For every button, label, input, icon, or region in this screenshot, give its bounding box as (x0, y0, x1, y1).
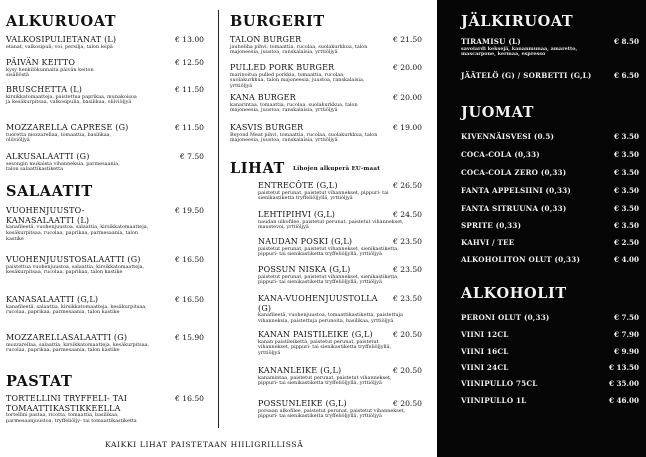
menu-item (461, 238, 639, 248)
item-name: VUOHENJUUSTOSALAATTI (G) (6, 255, 141, 264)
item-name: KANASALAATTI (G,L) (6, 295, 99, 304)
menu-item (258, 399, 422, 420)
item-price: € 26.50 (393, 181, 422, 190)
item-name: POSSUN NISKA (G,L) (258, 265, 351, 274)
item-price: € 7.50 (179, 152, 204, 161)
item-name: TALON BURGER (230, 35, 302, 44)
menu-item (6, 35, 204, 50)
item-price: € 12.50 (175, 58, 204, 67)
item-price: € 3.50 (613, 186, 639, 195)
item-price: € 13.00 (175, 35, 204, 44)
item-name: JÄÄTELÖ (G) / SORBETTI (G,L) (461, 71, 592, 80)
item-name: ENTRECÔTE (G,L) (258, 181, 338, 190)
menu-item (461, 204, 639, 214)
menu-item (461, 313, 639, 323)
menu-item (461, 186, 639, 196)
item-price: € 15.90 (175, 333, 204, 342)
right-column (437, 0, 646, 457)
menu-item (461, 71, 639, 81)
item-description: paistetut perunat, paistetut vihannekset, sienikastiketta, pippuri- tai sienikastiketta tryffeliöljyllä, yrttiöljyä (258, 245, 399, 258)
item-price: € 13.50 (608, 363, 639, 372)
item-price: € 23.50 (393, 265, 422, 274)
item-name: KANAN PAISTILEIKE (G,L) (258, 330, 373, 339)
menu-item (6, 206, 204, 243)
lihat-title-text: LIHAT (230, 160, 285, 177)
menu-item (461, 132, 639, 142)
item-price: € 6.50 (613, 71, 639, 80)
item-description: paistetut perunat, paistetut vihannekset, pippuri- tai sienikastiketta tryffeliöljyllä, yrttiöljyä (258, 189, 389, 202)
menu-item (258, 330, 422, 357)
menu-item (461, 363, 639, 373)
menu-item (461, 221, 639, 231)
item-name: PULLED PORK BURGER (230, 63, 335, 72)
item-name: KANA-VUOHENJUUSTOLLA (G) (258, 294, 378, 313)
menu-item (6, 255, 204, 276)
menu-item (6, 295, 204, 316)
menu-item (6, 394, 204, 425)
menu-item (6, 333, 204, 354)
item-name: TORTELLINI TRYFFELI- TAI TOMAATTIKASTIKKEELLA (6, 394, 128, 413)
item-name: ALKOHOLITON OLUT (0,33) (461, 255, 581, 264)
item-price: € 20.50 (393, 399, 422, 408)
item-name: PÄIVÄN KEITTO (6, 58, 76, 67)
section-title-salaatit: SALAATIT (6, 183, 93, 200)
item-description: paistetut perunat, paistetut vihannekset, sienikastiketta, pippuri- tai sienikastiketta tryffeliöljyllä, yrttiöljyä (258, 273, 399, 286)
item-name: MOZZARELLASALAATTI (G) (6, 333, 128, 342)
item-description: kanafileetä, vuohenjuustoa, tomaattikastiketta, paistettuja vihanneksia, paistettuja perunoita, basilikaa, yrttiöljyä (258, 312, 403, 324)
item-price: € 3.50 (613, 221, 639, 230)
menu-item (461, 347, 639, 357)
item-name: BRUSCHETTA (L) (6, 85, 83, 94)
menu-item (6, 85, 204, 106)
item-price: € 20.00 (393, 93, 422, 102)
menu-item (258, 237, 422, 258)
item-description: marinoitua pulled porkkia, tomaattia, rucolaa, suolakurkkua, talon majoneesia, juustoa, ranskalaisia, yrttiöljyä (230, 71, 365, 90)
item-description: kysy henkilökunnalta päivän keiton sisällöstä (6, 66, 94, 79)
item-description: kanan paistileikettä, paistetut perunat, paistetut vihannekset, pippuri- tai sienikastiketta tryffeliöljyllä, yrttiöljyä (258, 338, 392, 357)
item-price: € 20.50 (393, 366, 422, 375)
item-price: € 16.50 (175, 255, 204, 264)
item-name: PERONI OLUT (0,33) (461, 313, 550, 322)
item-price: € 9.90 (613, 347, 639, 356)
item-name: VIINIPULLO 1L (461, 396, 527, 405)
menu-item (230, 123, 422, 144)
item-name: VUOHENJUUSTO-KANASALAATTI (L) (6, 206, 90, 225)
menu-item (230, 93, 422, 114)
item-price: € 4.00 (613, 255, 639, 264)
menu-item (258, 210, 422, 231)
item-name: KANANLEIKE (G,L) (258, 366, 342, 375)
section-title-alkuruoat: ALKURUOAT (6, 13, 117, 30)
item-description: naudan ulkofilee, paistetut perunat, paistetut vihannekset, maustevoi, yrttiöljyä (258, 218, 404, 231)
menu-item (461, 37, 639, 58)
menu-item (6, 123, 204, 144)
menu-item (461, 330, 639, 340)
menu-item (230, 63, 422, 90)
item-name: VIINI 16CL (461, 347, 509, 356)
menu-item (258, 366, 422, 387)
item-price: € 20.00 (393, 63, 422, 72)
item-price: € 23.50 (393, 294, 422, 303)
menu-item (461, 255, 639, 265)
menu-item (258, 265, 422, 286)
item-price: € 3.50 (613, 168, 639, 177)
item-name: SPRITE (0,33) (461, 221, 522, 230)
menu-item (6, 152, 204, 173)
menu-item (461, 396, 639, 406)
item-price: € 16.50 (175, 295, 204, 304)
item-name: KIVENNÄISVESI (0.5) (461, 132, 555, 141)
item-name: LEHTIPIHVI (G,L) (258, 210, 336, 219)
section-title-juomat: JUOMAT (461, 104, 535, 121)
item-name: MOZZARELLA CAPRESE (G) (6, 123, 129, 132)
item-price: € 11.50 (175, 85, 204, 94)
item-name: VIINIPULLO 75CL (461, 379, 538, 388)
item-description: savoiardi keksejä, kananmunaa, amaretto, mascarpone, kermaa, espresso (461, 45, 578, 58)
item-name: KAHVI / TEE (461, 238, 515, 247)
column-divider (218, 10, 219, 428)
section-title-jalkiruoat: JÄLKIRUOAT (461, 13, 574, 30)
section-title-burgerit: BURGERIT (230, 13, 325, 30)
item-price: € 7.50 (613, 313, 639, 322)
footer-note: KAIKKI LIHAT PAISTETAAN HIILIGRILLISSÄ (105, 440, 304, 449)
menu-item (461, 168, 639, 178)
item-price: € 2.50 (613, 238, 639, 247)
item-description: sesongin mukaista vihanneksia, parmesaania, talon salaattikastiketta (6, 160, 120, 173)
item-price: € 46.00 (608, 396, 639, 405)
item-price: € 3.50 (613, 150, 639, 159)
item-price: € 35.00 (608, 379, 639, 388)
section-title-pastat: PASTAT (6, 373, 73, 390)
item-description: tuoretta mozzarellaa, tomaattia, basilikaa, oliiviöljyä (6, 131, 112, 144)
item-description: tortellini pastaa, ricotta, tomaattia, basilikaa, parmesaanjuustoa, tryffeliöljy- tai tomaattikastiketta (6, 412, 137, 424)
item-price: € 7.90 (613, 330, 639, 339)
item-name: FANTA APPELSIINI (0,33) (461, 186, 572, 195)
item-description: kirsikkatomaattejа, paistettua paprikaa, munakoisoa ja kesäkurpitsaa, valkosipulia, basilikaa, oliiviöljyä (6, 93, 137, 106)
section-title-lihat (230, 160, 380, 178)
item-price: € 19.00 (393, 123, 422, 132)
item-description: paistettua vuohenjuustoa, salaattia, kirsikkatomaatteja, kesäkurpitsaa, rucolaa, paprikaa, talon kastike (6, 263, 145, 276)
menu-item (230, 35, 422, 56)
item-name: ALKUSALAATTI (G) (6, 152, 90, 161)
item-name: POSSUNLEIKE (G,L) (258, 399, 347, 408)
item-price: € 8.50 (613, 37, 639, 46)
item-name: KANA BURGER (230, 93, 296, 102)
item-name: FANTA SITRUUNA (0,33) (461, 204, 567, 213)
menu-item (461, 150, 639, 160)
item-description: Beyond Meat pihvi, tomaattia, rucolaa, suolakurkkua, talon majoneesia, juustoa, ranskalaisia, yrttiöljyä (230, 131, 378, 144)
item-price: € 3.50 (613, 132, 639, 141)
item-description: porsaan ulkofilee, paistetut perunat, paistetut vihannekset, pippuri- tai sienikastiketta tryffeliöljyllä, yrttiöljyä (258, 407, 406, 420)
item-description: mozzarellaa, salaattia, kirsikkatomaatteja, kesäkurpitsaa, rucolaa, paprikaa, parmesaania, talon kastike (6, 341, 150, 354)
item-name: COCA-COLA (0,33) (461, 150, 540, 159)
item-name: NAUDAN POSKI (G,L) (258, 237, 353, 246)
menu-item (6, 58, 204, 79)
item-price: € 19.50 (175, 206, 204, 215)
item-description: kanamintaa, paistetut perunat, paistetut vihannekset, pippuri- tai sienikastiketta tryffeliöljyllä, yrttiöljyä (258, 374, 392, 387)
item-price: € 11.50 (175, 123, 204, 132)
item-name: COCA-COLA ZERO (0,33) (461, 168, 567, 177)
item-name: VALKOSIPULIETANAT (L) (6, 35, 117, 44)
item-name: TIRAMISU (L) (461, 37, 521, 46)
item-price: € 3.50 (613, 204, 639, 213)
item-description: etanat, valkosipuli, voi, persilja, talon leipä (6, 43, 113, 50)
item-price: € 21.50 (393, 35, 422, 44)
item-description: kanafileetä, salaattia, kirsikkatomaatteja, kesäkurpitsaa, rucolaa, paprikaa, parmesaania, talon kastike (6, 303, 147, 316)
item-price: € 20.50 (393, 330, 422, 339)
item-price: € 23.50 (393, 237, 422, 246)
item-description: kanarintaa, tomaattia, rucolaa, suolakurkkua, talon majoneesia, juustoa, ranskalaisia, yrttiöljyä (230, 101, 358, 114)
menu-item (461, 379, 639, 389)
item-price: € 16.50 (175, 394, 204, 403)
item-name: VIINI 12CL (461, 330, 509, 339)
menu-item (258, 181, 422, 202)
item-description: kanafileetä, vuohenjuustoa, salaattia, kirsikkatomaatteja, kesäkurpitsaa, rucolaa, paprikaa, parmesaania, talon kastike (6, 224, 149, 242)
meat-origin-note: Lihojen alkuperä EU-maat (292, 165, 380, 172)
item-price: € 24.50 (393, 210, 422, 219)
menu-item (258, 294, 422, 325)
section-title-alkoholit: ALKOHOLIT (461, 285, 567, 302)
item-name: KASVIS BURGER (230, 123, 304, 132)
item-name: VIINI 24CL (461, 363, 509, 372)
item-description: jauhelihа pihvi, tomaattia, rucolaa, suolakurkkua, talon majoneesia, juustoa, ranskalaisia, yrttiöljyä (230, 43, 368, 56)
